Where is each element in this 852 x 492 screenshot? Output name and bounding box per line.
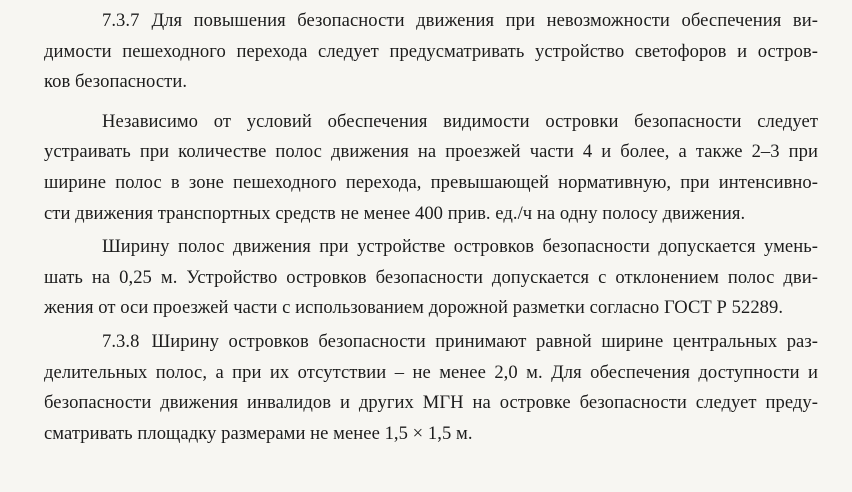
paragraph-text: безопасности движения инвалидов и других МГН на островке безопасности следует преду- bbox=[44, 392, 818, 414]
paragraph-line bbox=[44, 358, 818, 389]
paragraph-line bbox=[44, 199, 818, 230]
paragraph-text: димости пешеходного перехода следует предусматривать устройство светофоров и остров- bbox=[44, 40, 818, 62]
paragraph-line bbox=[44, 37, 818, 68]
paragraph-line bbox=[44, 137, 818, 168]
paragraph-line bbox=[44, 419, 818, 450]
paragraph-text: устраивать при количестве полос движения на проезжей части 4 и более, а также 2–3 при bbox=[44, 141, 818, 163]
paragraph-text: шать на 0,25 м. Устройство островков безопасности допускается с отклонением полос дви- bbox=[44, 266, 818, 288]
paragraph-line bbox=[44, 263, 818, 294]
paragraph-text: Ширину полос движения при устройстве островков безопасности допускается умень- bbox=[102, 236, 818, 258]
paragraph-text: делительных полос, а при их отсутствии – не менее 2,0 м. Для обеспечения доступности и bbox=[44, 361, 818, 383]
paragraph-text: ширине полос в зоне пешеходного перехода, превышающей нормативную, при интенсивно- bbox=[44, 171, 818, 193]
paragraph-line bbox=[44, 107, 818, 138]
section-number: 7.3.7 bbox=[102, 10, 140, 31]
paragraph-line bbox=[44, 232, 818, 263]
paragraph-text: сматривать площадку размерами не менее 1,5 × 1,5 м. bbox=[44, 422, 473, 444]
paragraph-line bbox=[44, 293, 818, 324]
paragraph-text: Для повышения безопасности движения при невозможности обеспечения ви- bbox=[151, 10, 818, 31]
paragraph-line bbox=[44, 6, 818, 37]
paragraph-text: сти движения транспортных средств не менее 400 прив. ед./ч на одну полосу движения. bbox=[44, 202, 746, 224]
paragraph-line bbox=[44, 327, 818, 358]
paragraph-line bbox=[44, 388, 818, 419]
paragraph-line bbox=[44, 67, 818, 98]
paragraph-text: Ширину островков безопасности принимают равной ширине центральных раз- bbox=[151, 330, 818, 352]
paragraph-text: жения от оси проезжей части с использованием дорожной разметки согласно ГОСТ Р 52289. bbox=[44, 297, 784, 319]
paragraph-text: ков безопасности. bbox=[44, 71, 188, 93]
paragraph-line bbox=[44, 168, 818, 199]
section-number: 7.3.8 bbox=[102, 330, 140, 352]
paragraph-text: Независимо от условий обеспечения видимости островки безопасности следует bbox=[102, 110, 818, 132]
